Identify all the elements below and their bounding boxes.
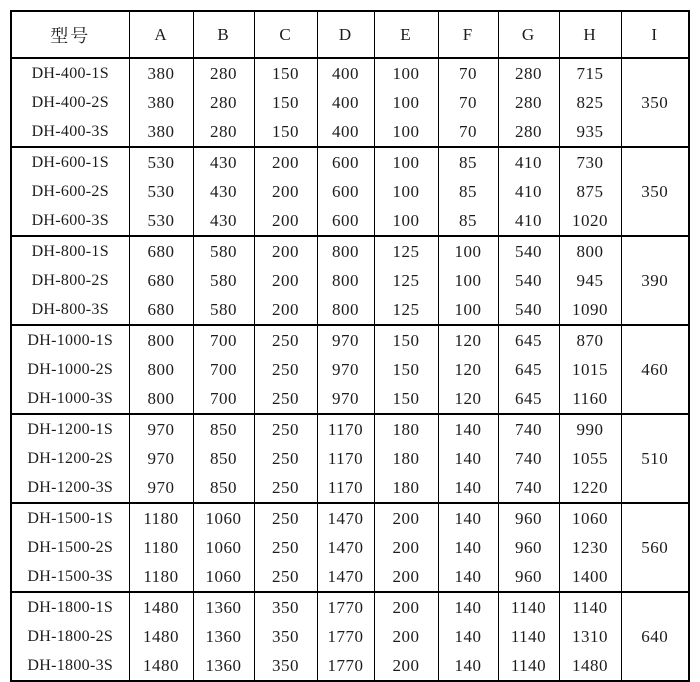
value-cell: 530	[129, 147, 193, 177]
value-cell: 960	[498, 562, 559, 592]
model-group	[11, 414, 689, 503]
value-cell: 100	[374, 206, 438, 236]
spec-sheet	[10, 10, 690, 682]
model-cell: DH-1200-1S	[11, 414, 129, 444]
value-cell: 200	[254, 206, 317, 236]
value-cell: 100	[374, 117, 438, 147]
i-merged-cell: 560	[621, 503, 689, 592]
value-cell: 120	[438, 384, 498, 414]
value-cell: 430	[193, 206, 254, 236]
table-header-row	[11, 11, 689, 58]
value-cell: 280	[498, 117, 559, 147]
value-cell: 970	[129, 473, 193, 503]
value-cell: 280	[498, 58, 559, 88]
column-header-D: D	[317, 11, 374, 58]
value-cell: 200	[374, 562, 438, 592]
value-cell: 850	[193, 414, 254, 444]
model-cell: DH-1200-2S	[11, 444, 129, 473]
value-cell: 1170	[317, 414, 374, 444]
column-header-E: E	[374, 11, 438, 58]
value-cell: 200	[254, 236, 317, 266]
value-cell: 70	[438, 117, 498, 147]
table-row	[11, 355, 689, 384]
value-cell: 530	[129, 206, 193, 236]
table-row	[11, 236, 689, 266]
value-cell: 100	[374, 88, 438, 117]
value-cell: 1480	[559, 651, 621, 681]
value-cell: 140	[438, 444, 498, 473]
value-cell: 150	[374, 384, 438, 414]
value-cell: 600	[317, 206, 374, 236]
value-cell: 400	[317, 58, 374, 88]
value-cell: 600	[317, 177, 374, 206]
table-row	[11, 622, 689, 651]
value-cell: 600	[317, 147, 374, 177]
value-cell: 730	[559, 147, 621, 177]
value-cell: 430	[193, 147, 254, 177]
value-cell: 280	[193, 117, 254, 147]
value-cell: 85	[438, 147, 498, 177]
value-cell: 800	[129, 325, 193, 355]
table-row	[11, 88, 689, 117]
column-header-H: H	[559, 11, 621, 58]
value-cell: 1480	[129, 592, 193, 622]
value-cell: 970	[317, 384, 374, 414]
value-cell: 150	[254, 117, 317, 147]
table-row	[11, 562, 689, 592]
value-cell: 960	[498, 503, 559, 533]
value-cell: 1055	[559, 444, 621, 473]
value-cell: 540	[498, 266, 559, 295]
table-row	[11, 592, 689, 622]
model-cell: DH-1000-1S	[11, 325, 129, 355]
value-cell: 380	[129, 88, 193, 117]
value-cell: 410	[498, 206, 559, 236]
value-cell: 1160	[559, 384, 621, 414]
value-cell: 540	[498, 295, 559, 325]
value-cell: 140	[438, 503, 498, 533]
value-cell: 1170	[317, 473, 374, 503]
table-row	[11, 206, 689, 236]
table-row	[11, 533, 689, 562]
model-group	[11, 58, 689, 147]
value-cell: 935	[559, 117, 621, 147]
value-cell: 410	[498, 147, 559, 177]
model-cell: DH-600-1S	[11, 147, 129, 177]
model-dimensions-table	[10, 10, 690, 682]
value-cell: 1060	[193, 533, 254, 562]
value-cell: 200	[374, 533, 438, 562]
i-merged-cell: 350	[621, 58, 689, 147]
value-cell: 200	[254, 295, 317, 325]
column-header-C: C	[254, 11, 317, 58]
value-cell: 1180	[129, 562, 193, 592]
table-row	[11, 651, 689, 681]
value-cell: 250	[254, 355, 317, 384]
value-cell: 1470	[317, 503, 374, 533]
column-header-F: F	[438, 11, 498, 58]
value-cell: 680	[129, 236, 193, 266]
model-cell: DH-1500-3S	[11, 562, 129, 592]
model-cell: DH-1000-2S	[11, 355, 129, 384]
value-cell: 85	[438, 177, 498, 206]
i-merged-cell: 350	[621, 147, 689, 236]
table-row	[11, 503, 689, 533]
value-cell: 645	[498, 325, 559, 355]
value-cell: 850	[193, 473, 254, 503]
value-cell: 350	[254, 651, 317, 681]
value-cell: 715	[559, 58, 621, 88]
model-group	[11, 503, 689, 592]
value-cell: 530	[129, 177, 193, 206]
value-cell: 280	[498, 88, 559, 117]
value-cell: 250	[254, 414, 317, 444]
value-cell: 430	[193, 177, 254, 206]
value-cell: 970	[317, 325, 374, 355]
value-cell: 1220	[559, 473, 621, 503]
value-cell: 200	[254, 177, 317, 206]
value-cell: 680	[129, 295, 193, 325]
value-cell: 150	[374, 355, 438, 384]
value-cell: 1170	[317, 444, 374, 473]
value-cell: 825	[559, 88, 621, 117]
model-cell: DH-400-2S	[11, 88, 129, 117]
model-group	[11, 592, 689, 681]
value-cell: 150	[254, 88, 317, 117]
value-cell: 125	[374, 236, 438, 266]
model-group	[11, 236, 689, 325]
value-cell: 850	[193, 444, 254, 473]
value-cell: 1770	[317, 622, 374, 651]
value-cell: 580	[193, 266, 254, 295]
value-cell: 380	[129, 117, 193, 147]
value-cell: 1470	[317, 562, 374, 592]
value-cell: 120	[438, 355, 498, 384]
value-cell: 1400	[559, 562, 621, 592]
value-cell: 1480	[129, 622, 193, 651]
value-cell: 580	[193, 295, 254, 325]
value-cell: 410	[498, 177, 559, 206]
value-cell: 1310	[559, 622, 621, 651]
value-cell: 1360	[193, 622, 254, 651]
value-cell: 645	[498, 384, 559, 414]
value-cell: 800	[317, 236, 374, 266]
value-cell: 740	[498, 414, 559, 444]
model-cell: DH-1000-3S	[11, 384, 129, 414]
value-cell: 400	[317, 117, 374, 147]
value-cell: 100	[374, 147, 438, 177]
value-cell: 990	[559, 414, 621, 444]
value-cell: 1090	[559, 295, 621, 325]
model-cell: DH-1200-3S	[11, 473, 129, 503]
model-cell: DH-400-3S	[11, 117, 129, 147]
model-cell: DH-800-3S	[11, 295, 129, 325]
value-cell: 960	[498, 533, 559, 562]
value-cell: 200	[374, 592, 438, 622]
model-cell: DH-600-2S	[11, 177, 129, 206]
i-merged-cell: 390	[621, 236, 689, 325]
table-row	[11, 473, 689, 503]
value-cell: 100	[374, 58, 438, 88]
value-cell: 85	[438, 206, 498, 236]
value-cell: 1060	[193, 503, 254, 533]
value-cell: 250	[254, 444, 317, 473]
model-cell: DH-800-1S	[11, 236, 129, 266]
value-cell: 250	[254, 473, 317, 503]
value-cell: 100	[438, 295, 498, 325]
value-cell: 200	[374, 651, 438, 681]
table-row	[11, 384, 689, 414]
value-cell: 645	[498, 355, 559, 384]
value-cell: 150	[254, 58, 317, 88]
model-cell: DH-600-3S	[11, 206, 129, 236]
value-cell: 140	[438, 414, 498, 444]
value-cell: 740	[498, 444, 559, 473]
value-cell: 1480	[129, 651, 193, 681]
value-cell: 740	[498, 473, 559, 503]
value-cell: 250	[254, 325, 317, 355]
model-cell: DH-400-1S	[11, 58, 129, 88]
value-cell: 800	[129, 384, 193, 414]
value-cell: 875	[559, 177, 621, 206]
value-cell: 380	[129, 58, 193, 88]
i-merged-cell: 460	[621, 325, 689, 414]
value-cell: 1140	[498, 651, 559, 681]
model-cell: DH-800-2S	[11, 266, 129, 295]
value-cell: 200	[254, 147, 317, 177]
column-header-A: A	[129, 11, 193, 58]
value-cell: 200	[374, 622, 438, 651]
value-cell: 1060	[559, 503, 621, 533]
value-cell: 1140	[498, 592, 559, 622]
value-cell: 350	[254, 592, 317, 622]
value-cell: 150	[374, 325, 438, 355]
value-cell: 200	[254, 266, 317, 295]
value-cell: 140	[438, 651, 498, 681]
table-row	[11, 147, 689, 177]
table-row	[11, 325, 689, 355]
value-cell: 250	[254, 503, 317, 533]
value-cell: 280	[193, 88, 254, 117]
value-cell: 200	[374, 503, 438, 533]
value-cell: 800	[559, 236, 621, 266]
value-cell: 1060	[193, 562, 254, 592]
value-cell: 870	[559, 325, 621, 355]
value-cell: 1020	[559, 206, 621, 236]
value-cell: 1360	[193, 592, 254, 622]
value-cell: 250	[254, 384, 317, 414]
value-cell: 1140	[498, 622, 559, 651]
value-cell: 70	[438, 58, 498, 88]
table-row	[11, 444, 689, 473]
model-cell: DH-1800-3S	[11, 651, 129, 681]
value-cell: 280	[193, 58, 254, 88]
value-cell: 970	[129, 414, 193, 444]
value-cell: 140	[438, 473, 498, 503]
value-cell: 1015	[559, 355, 621, 384]
value-cell: 1140	[559, 592, 621, 622]
value-cell: 1770	[317, 592, 374, 622]
table-row	[11, 295, 689, 325]
value-cell: 680	[129, 266, 193, 295]
value-cell: 1470	[317, 533, 374, 562]
value-cell: 100	[374, 177, 438, 206]
value-cell: 970	[317, 355, 374, 384]
column-header-I: I	[621, 11, 689, 58]
value-cell: 140	[438, 622, 498, 651]
value-cell: 700	[193, 384, 254, 414]
value-cell: 125	[374, 266, 438, 295]
value-cell: 70	[438, 88, 498, 117]
model-cell: DH-1800-2S	[11, 622, 129, 651]
value-cell: 125	[374, 295, 438, 325]
value-cell: 700	[193, 325, 254, 355]
value-cell: 140	[438, 533, 498, 562]
value-cell: 800	[129, 355, 193, 384]
column-header-model: 型号	[11, 11, 129, 58]
value-cell: 800	[317, 266, 374, 295]
table-row	[11, 177, 689, 206]
table-row	[11, 414, 689, 444]
value-cell: 250	[254, 533, 317, 562]
value-cell: 100	[438, 236, 498, 266]
value-cell: 250	[254, 562, 317, 592]
model-cell: DH-1800-1S	[11, 592, 129, 622]
value-cell: 140	[438, 592, 498, 622]
model-group	[11, 325, 689, 414]
model-cell: DH-1500-2S	[11, 533, 129, 562]
value-cell: 120	[438, 325, 498, 355]
model-cell: DH-1500-1S	[11, 503, 129, 533]
value-cell: 140	[438, 562, 498, 592]
value-cell: 1180	[129, 503, 193, 533]
value-cell: 1360	[193, 651, 254, 681]
value-cell: 400	[317, 88, 374, 117]
value-cell: 580	[193, 236, 254, 266]
value-cell: 180	[374, 414, 438, 444]
value-cell: 945	[559, 266, 621, 295]
i-merged-cell: 510	[621, 414, 689, 503]
table-row	[11, 117, 689, 147]
table-row	[11, 58, 689, 88]
value-cell: 540	[498, 236, 559, 266]
value-cell: 970	[129, 444, 193, 473]
value-cell: 1180	[129, 533, 193, 562]
value-cell: 1770	[317, 651, 374, 681]
value-cell: 800	[317, 295, 374, 325]
value-cell: 100	[438, 266, 498, 295]
i-merged-cell: 640	[621, 592, 689, 681]
value-cell: 350	[254, 622, 317, 651]
value-cell: 1230	[559, 533, 621, 562]
table-row	[11, 266, 689, 295]
value-cell: 180	[374, 473, 438, 503]
value-cell: 700	[193, 355, 254, 384]
column-header-B: B	[193, 11, 254, 58]
value-cell: 180	[374, 444, 438, 473]
model-group	[11, 147, 689, 236]
column-header-G: G	[498, 11, 559, 58]
